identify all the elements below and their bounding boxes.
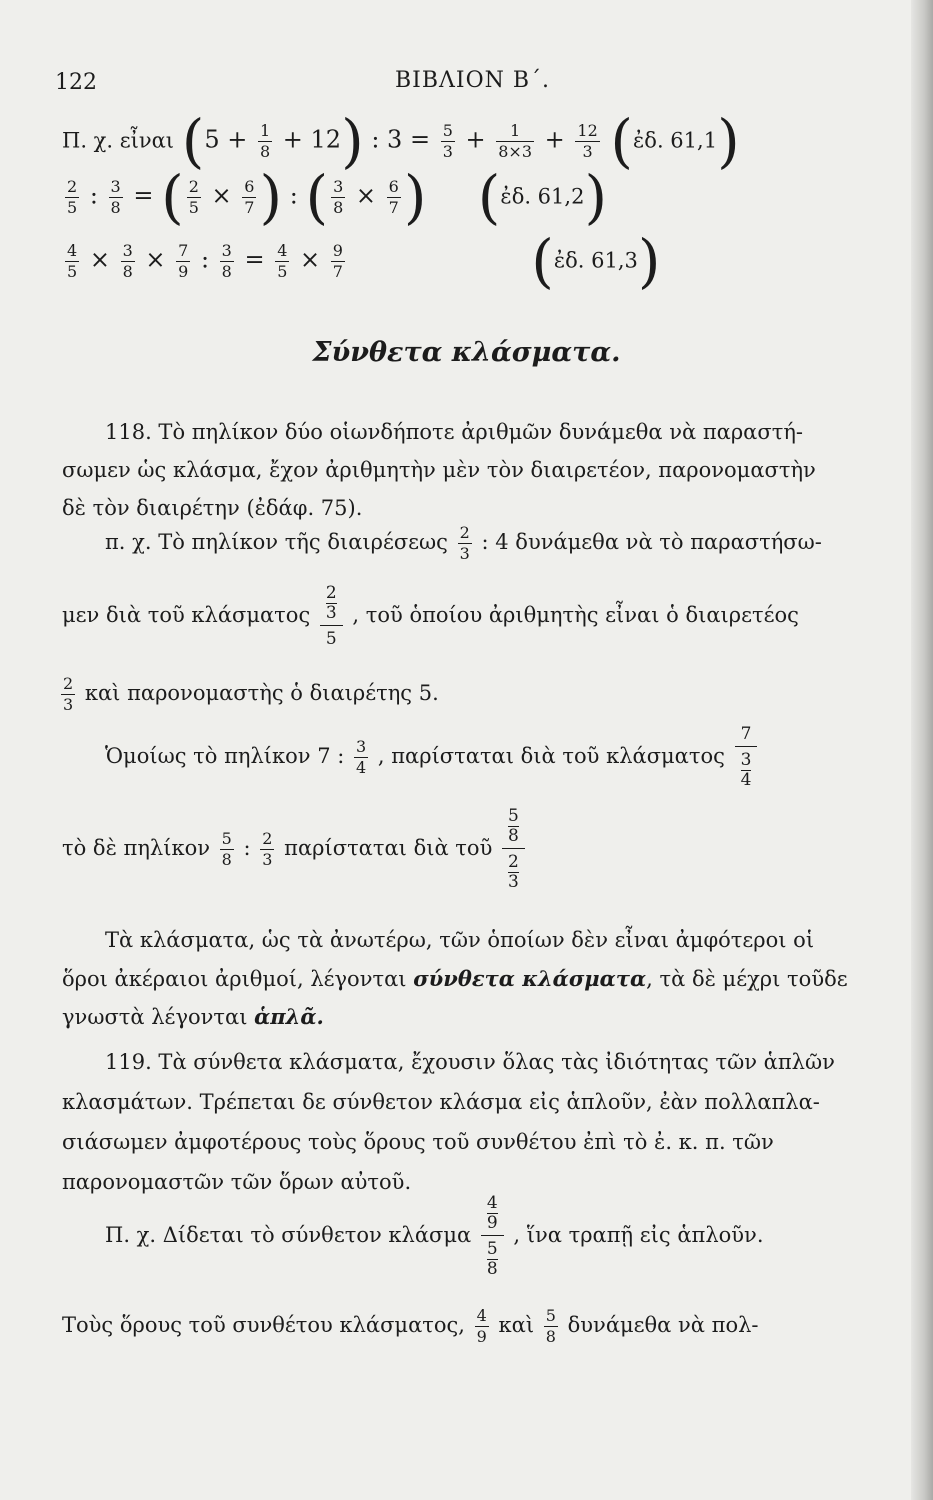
p118-sim-b: , παρίσταται διὰ τοῦ κλάσματος [377,744,725,768]
p119-ex1a: Π. χ. Δίδεται τὸ σύνθετον κλάσμα [105,1223,472,1247]
running-title: ΒΙΒΛΙΟΝ Β΄. [395,68,551,93]
fraction: $\frac{3}{8}$ [221,240,232,281]
p119-line-3: σιάσωμεν ἀμφοτέρους τοὺς ὅρους τοῦ συνθέτου ἐπὶ τὸ ἐ. κ. π. τῶν [62,1130,774,1154]
fraction: $\frac{6}{7}$ [388,176,399,217]
p118-text-line-1: Τὰ κλάσματα, ὡς τὰ ἀνωτέρω, τῶν ὁποίων δὲν εἶναι ἀμφότεροι οἱ [105,928,815,952]
fraction: $\frac{2}{5}$ [188,176,199,217]
fraction: $\frac{3}{8}$ [110,176,121,217]
formula-line-1: Π. χ. εἶναι (5 + $\frac{1}{8}$ + 12) : 3 = $\frac{5}{3}$ + $\frac{1}{8\times 3}$ + $\frac{12}{3}$ (ἐδ. 61,1) [62,107,740,175]
ref-61-1: ἐδ. 61,1 [633,128,718,153]
p119-line-4: παρονομαστῶν τῶν ὅρων αὐτοῦ. [62,1170,412,1194]
ref-61-2: ἐδ. 61,2 [500,184,585,209]
fraction: $\frac{1}{8\times 3}$ [498,120,533,161]
p118-example-line-2 [62,585,799,648]
p118-ex-e: καὶ παρονομαστὴς ὁ διαιρέτης 5. [84,681,439,705]
p118-line-3: δὲ τὸν διαιρέτην (ἐδάφ. 75). [62,496,363,520]
fraction: $\frac{3}{4}$ [356,737,367,777]
fraction: $\frac{3}{8}$ [333,176,344,217]
p118-example-line-3 [58,676,439,713]
term-compound-fractions: σύνθετα κλάσματα [413,966,647,991]
p119-example-line-1 [105,1195,764,1278]
p119-line-2: κλασμάτων. Τρέπεται δε σύνθετον κλάσμα εἰς ἁπλοῦν, ἐὰν πολλαπλα- [62,1090,820,1114]
p118-ex-d: , τοῦ ὁποίου ἀριθμητὴς εἶναι ὁ διαιρετέος [352,603,799,627]
p118-text-line-2 [62,966,848,991]
fraction: $\frac{5}{3}$ [442,120,453,161]
p118-ex-b: : 4 δυνάμεθα νὰ τὸ παραστήσω- [481,530,822,554]
p118-line-1: 118. Τὸ πηλίκον δύο οἱωνδήποτε ἀριθμῶν δυνάμεθα νὰ παραστή- [105,420,803,444]
section-title: Σύνθετα κλάσματα. [312,337,621,368]
fraction: $\frac{4}{5}$ [67,240,78,281]
page-number: 122 [55,70,97,95]
term-simple: ἁπλᾶ. [254,1004,324,1029]
compound-fraction: 4 9 5 8 [481,1195,504,1278]
fraction: $\frac{4}{5}$ [277,240,288,281]
p118-text-line-3 [62,1004,324,1029]
fraction: $\frac{12}{3}$ [577,120,598,161]
p118-ex-c: μεν διὰ τοῦ κλάσματος [62,603,311,627]
p119-line-1: 119. Τὰ σύνθετα κλάσματα, ἔχουσιν ὅλας τὰς ἰδιότητας τῶν ἁπλῶν [105,1050,835,1074]
formula-line-2: $\frac{2}{5}$ : $\frac{3}{8}$ = ( $\frac{2}{5}$ × $\frac{6}{7}$ ) : ( $\frac{3}{8}$ × $\frac{6}{7}$ ) (ἐδ. 61,2) [67,163,608,231]
p118-example-line-1 [105,525,822,562]
compound-fraction: 2 3 5 [320,585,343,648]
fraction: $\frac{2}{3}$ [63,674,74,714]
formula-lead: Π. χ. εἶναι [62,128,175,153]
p118-line-2: σωμεν ὡς κλάσμα, ἔχον ἀριθμητὴν μὲν τὸν διαιρετέον, παρονομαστὴν [62,458,816,482]
p119-ex2c: δυνάμεθα νὰ πολ- [567,1313,759,1337]
compound-fraction: 5 8 2 3 [502,808,525,891]
p119-ex2b: καὶ [498,1313,535,1337]
p118-q-b: παρίσταται διὰ τοῦ [284,836,493,860]
fraction: $\frac{6}{7}$ [244,176,255,217]
p118-t2c: , τὰ δὲ μέχρι τοῦδε [646,967,848,991]
fraction: $\frac{2}{5}$ [67,176,78,217]
fraction: $\frac{7}{9}$ [178,240,189,281]
fraction: $\frac{5}{8}$ [545,1306,556,1346]
p118-t3a: γνωστὰ λέγονται [62,1005,248,1029]
fraction: $\frac{1}{8}$ [259,120,271,161]
p119-ex1b: , ἵνα τραπῇ εἰς ἁπλοῦν. [513,1223,764,1247]
p118-ex-a: π. χ. Τὸ πηλίκον τῆς διαιρέσεως [105,530,448,554]
p118-t2a: ὅροι ἀκέραιοι ἀριθμοί, λέγονται [62,967,407,991]
ref-61-3: ἐδ. 61,3 [553,248,638,273]
p119-example-line-2 [62,1308,759,1345]
p119-ex2a: Τοὺς ὅρους τοῦ συνθέτου κλάσματος, [62,1313,465,1337]
fraction: $\frac{2}{3}$ [459,523,470,563]
fraction: $\frac{2}{3}$ [262,829,273,869]
fraction: $\frac{4}{9}$ [476,1306,487,1346]
p118-q-a: τὸ δὲ πηλίκον [62,836,210,860]
fraction: $\frac{3}{8}$ [122,240,133,281]
p118-quotient-line: τὸ δὲ πηλίκον $\frac{5}{8}$ : $\frac{2}{3}$ παρίσταται διὰ τοῦ 5 8 2 3 [62,808,528,891]
fraction: $\frac{9}{7}$ [332,240,343,281]
fraction: $\frac{5}{8}$ [221,829,232,869]
p118-sim-a: Ὁμοίως τὸ πηλίκον 7 : [105,744,345,768]
compound-fraction: 7 3 4 [735,726,758,789]
p118-similar-line [105,726,760,789]
formula-line-3: $\frac{4}{5}$ × $\frac{3}{8}$ × $\frac{7}{9}$ : $\frac{3}{8}$ = $\frac{4}{5}$ × $\frac{9}{7}$ (ἐδ. 61,3) [67,227,661,295]
page-edge-shadow [911,0,933,1500]
